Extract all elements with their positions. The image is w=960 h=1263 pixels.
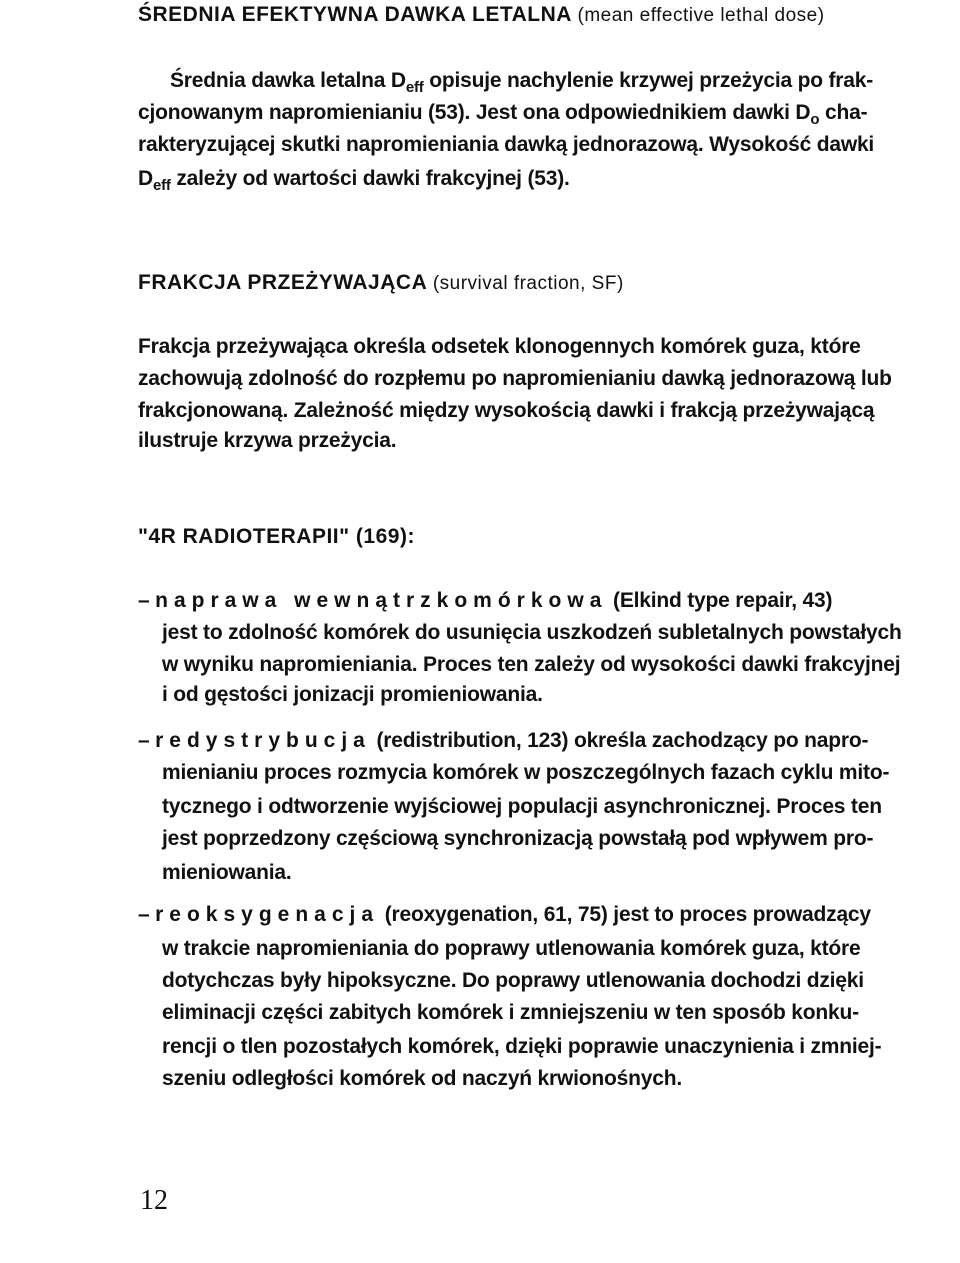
paragraph-line: tycznego i odtworzenie wyjściowej populacji asynchronicznej. Proces ten [162, 795, 882, 818]
paragraph-line: eliminacji części zabitych komórek i zmniejszeniu w ten sposób konku- [162, 1001, 859, 1024]
subscript: o [810, 111, 820, 128]
text-run: rakteryzującej skutki napromieniania dawką jednorazową. Wysokość dawki [138, 133, 875, 156]
subscript: eff [405, 79, 424, 96]
list-term-rest: (reoxygenation, 61, 75) jest to proces prowadzący [379, 903, 871, 926]
paragraph-line [138, 166, 570, 192]
paragraph-line [138, 132, 874, 158]
page-number: 12 [140, 1185, 168, 1216]
paragraph-line: jest to zdolność komórek do usunięcia uszkodzeń subletalnych powstałych [162, 621, 902, 644]
paragraph-line [170, 68, 873, 94]
paragraph-line: Frakcja przeżywająca określa odsetek klonogennych komórek guza, które [138, 335, 861, 358]
list-term: naprawa wewnątrzkomórkowa [155, 589, 608, 612]
paragraph-line: w trakcie napromieniania do poprawy utlenowania komórek guza, które [162, 937, 861, 960]
list-item-redistribution [138, 728, 868, 754]
heading-subtitle: (survival fraction, SF) [432, 273, 624, 294]
paragraph-line: i od gęstości jonizacji promieniowania. [162, 683, 543, 706]
paragraph-line: w wyniku napromieniania. Proces ten zależy od wysokości dawki frakcyjnej [162, 653, 901, 676]
paragraph-line: ilustruje krzywa przeżycia. [138, 429, 397, 452]
heading-text: FRAKCJA PRZEŻYWAJĄCA [138, 271, 427, 294]
section-heading-survival-fraction [138, 270, 624, 297]
paragraph-line [138, 100, 867, 126]
list-term-rest: (redistribution, 123) określa zachodzący po napro- [370, 729, 869, 752]
heading-text: ŚREDNIA EFEKTYWNA DAWKA LETALNA [138, 3, 572, 26]
paragraph-line: jest poprzedzony częściową synchronizacją powstałą pod wpływem pro- [162, 827, 874, 850]
text-run: cha- [819, 101, 868, 124]
list-item-reoxygenation [138, 902, 871, 928]
paragraph-line: dotychczas były hipoksyczne. Do poprawy utlenowania dochodzi dzięki [162, 969, 864, 992]
paragraph-line: szeniu odległości komórek od naczyń krwionośnych. [162, 1067, 682, 1090]
subscript: eff [152, 177, 171, 194]
text-run: Średnia dawka letalna D [170, 69, 406, 92]
text-run: D [138, 167, 153, 190]
list-term: redystrybucja [155, 729, 371, 752]
list-dash: – [138, 589, 150, 612]
paragraph-line: mienianiu proces rozmycia komórek w poszczególnych fazach cyklu mito- [162, 761, 890, 784]
text-run: opisuje nachylenie krzywej przeżycia po frak- [423, 69, 874, 92]
section-heading-4r-radiotherapy: "4R RADIOTERAPII" (169): [138, 525, 415, 548]
paragraph-line: frakcjonowaną. Zależność między wysokością dawki i frakcją przeżywającą [138, 399, 875, 422]
text-run: cjonowanym napromienianiu (53). Jest ona odpowiednikiem dawki D [138, 101, 811, 124]
list-dash: – [138, 729, 150, 752]
list-item-repair [138, 588, 832, 614]
list-term: reoksygenacja [155, 903, 380, 926]
heading-subtitle: (mean effective lethal dose) [577, 5, 825, 26]
text-run: zależy od wartości dawki frakcyjnej (53). [170, 167, 570, 190]
paragraph-line: rencji o tlen pozostałych komórek, dzięki poprawie unaczynienia i zmniej- [162, 1035, 882, 1058]
list-dash: – [138, 903, 150, 926]
section-heading-mean-effective-lethal-dose [138, 2, 825, 29]
list-term-rest: (Elkind type repair, 43) [607, 589, 833, 612]
paragraph-line: zachowują zdolność do rozpłemu po napromienianiu dawką jednorazową lub [138, 367, 892, 390]
paragraph-line: mieniowania. [162, 861, 292, 884]
